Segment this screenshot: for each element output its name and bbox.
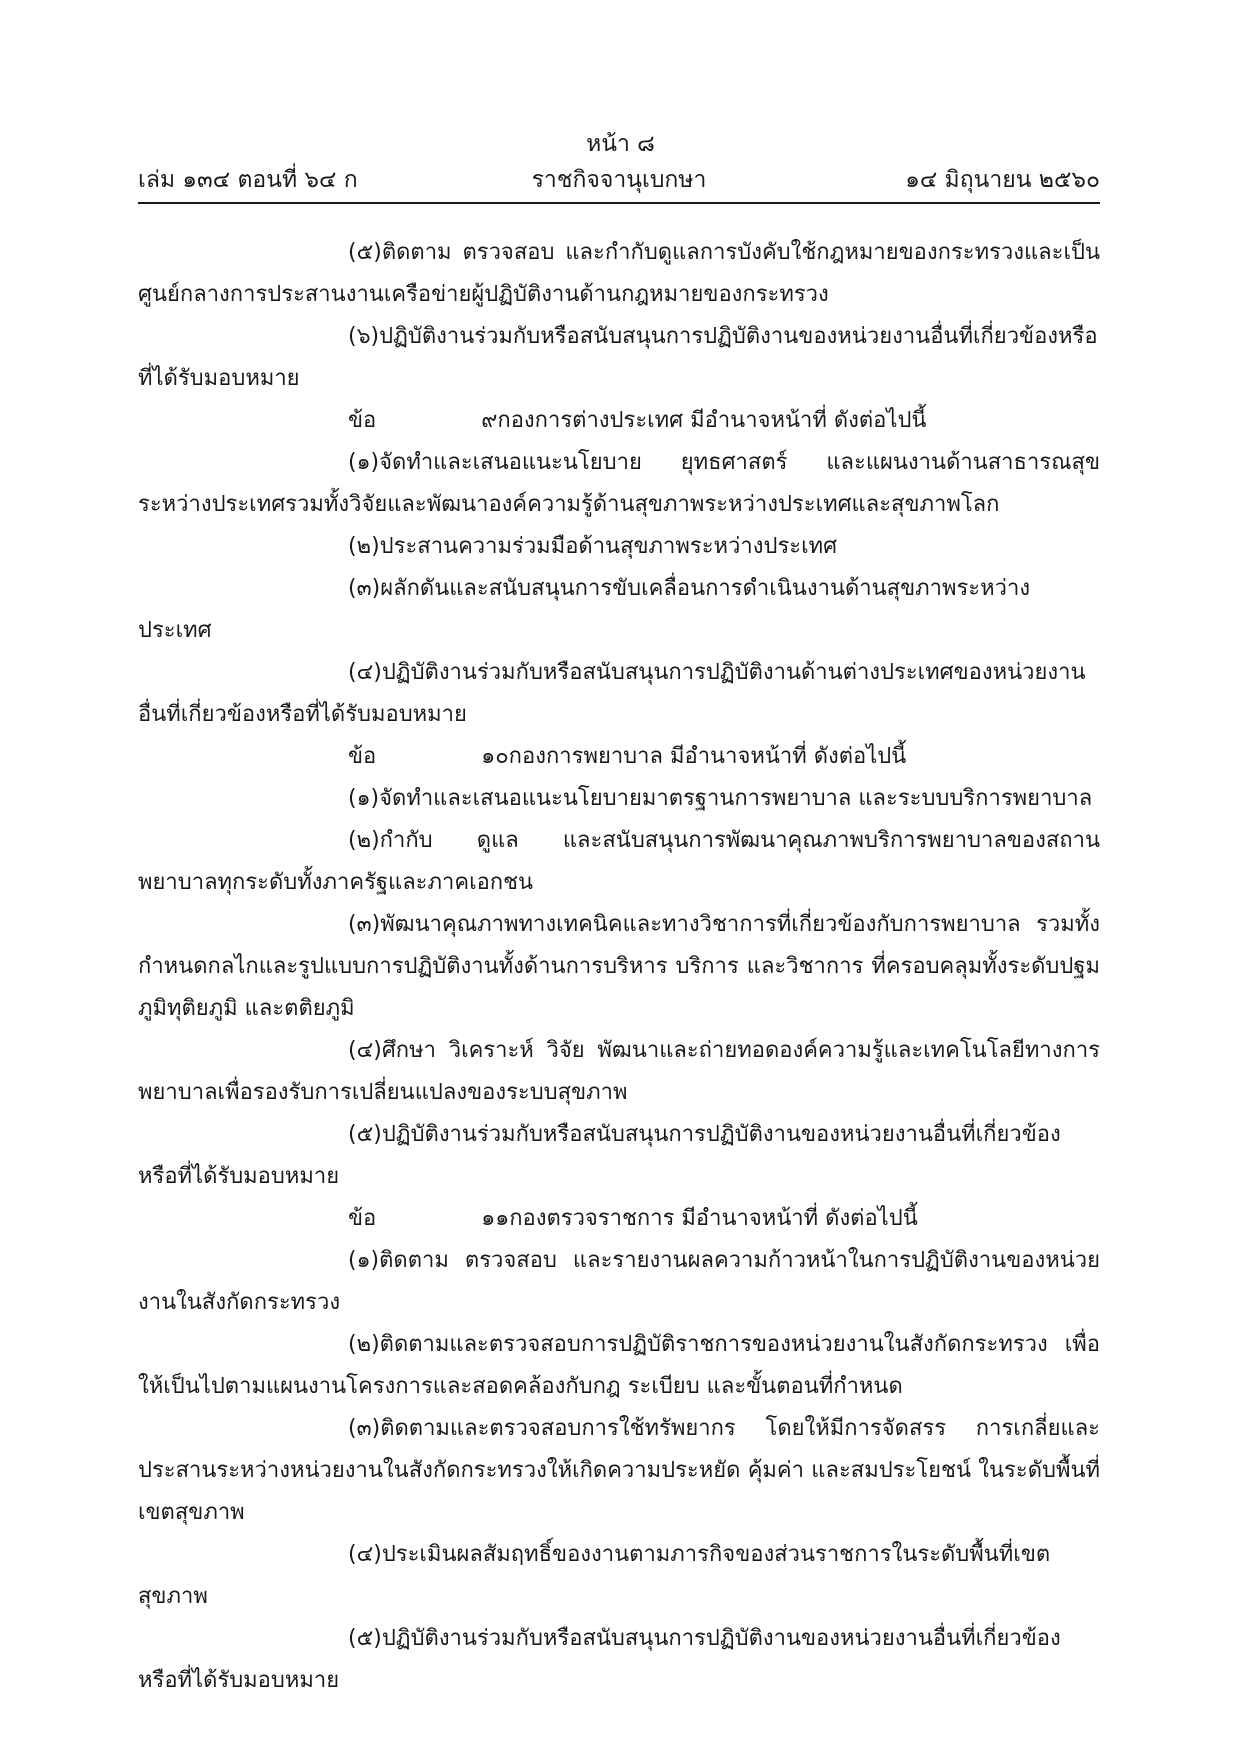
paragraph-item (138, 1534, 1100, 1618)
paragraph-item (138, 232, 1100, 316)
paragraph-item (138, 904, 1100, 1030)
item-number: (๕) (348, 1626, 382, 1651)
paragraph-item (138, 820, 1100, 904)
item-number: (๔) (348, 1038, 382, 1063)
clause-number: ๑๐ (481, 744, 509, 769)
clause-number: ๑๑ (481, 1206, 510, 1231)
item-number: (๒) (348, 828, 380, 853)
item-text: ติดตาม ตรวจสอบ และกำกับดูแลการบังคับใช้กฎหมายของกระทรวงและเป็นศูนย์กลางการประสานงานเครือข่ายผู้ปฏิบัติงานด้านกฎหมายของกระทรวง (138, 240, 1100, 307)
item-text: ติดตาม ตรวจสอบ และรายงานผลความก้าวหน้าในการปฏิบัติงานของหน่วยงานในสังกัดกระทรวง (138, 1248, 1100, 1315)
clause-text: กองการต่างประเทศ มีอำนาจหน้าที่ ดังต่อไปนี้ (497, 408, 927, 433)
item-text: ติดตามและตรวจสอบการปฏิบัติราชการของหน่วยงานในสังกัดกระทรวง เพื่อให้เป็นไปตามแผนงานโครงการและสอดคล้องกับกฎ ระเบียบ และขั้นตอนที่กำหนด (138, 1332, 1100, 1399)
clause-number: ๙ (481, 408, 498, 433)
item-text: จัดทำและเสนอแนะนโยบาย ยุทธศาสตร์ และแผนงานด้านสาธารณสุขระหว่างประเทศรวมทั้งวิจัยและพัฒนาองค์ความรู้ด้านสุขภาพระหว่างประเทศและสุขภาพโลก (138, 450, 1100, 517)
clause-text: กองตรวจราชการ มีอำนาจหน้าที่ ดังต่อไปนี้ (509, 1206, 918, 1231)
paragraph-item (138, 778, 1100, 820)
paragraph-item (138, 316, 1100, 400)
item-number: (๒) (348, 534, 380, 559)
item-number: (๕) (348, 1122, 382, 1147)
paragraph-item (138, 1618, 1100, 1702)
clause-heading (138, 400, 1100, 442)
item-number: (๖) (348, 324, 380, 349)
item-text: พัฒนาคุณภาพทางเทคนิคและทางวิชาการที่เกี่ยวข้องกับการพยาบาล รวมทั้งกำหนดกลไกและรูปแบบการปฏิบัติงานทั้งด้านการบริหาร บริการ และวิชาการ ที่ครอบคลุมทั้งระดับปฐมภูมิทุติยภูมิ และตติยภูมิ (138, 912, 1100, 1021)
clause-heading (138, 736, 1100, 778)
header-date: ๑๔ มิถุนายน ๒๕๖๐ (905, 167, 1100, 193)
paragraph-item (138, 1114, 1100, 1198)
item-text: จัดทำและเสนอแนะนโยบายมาตรฐานการพยาบาล และระบบบริการพยาบาล (379, 786, 1093, 811)
item-text: กำกับ ดูแล และสนับสนุนการพัฒนาคุณภาพบริการพยาบาลของสถานพยาบาลทุกระดับทั้งภาครัฐและภาคเอกชน (138, 828, 1100, 895)
clause-heading (138, 1198, 1100, 1240)
clause-label: ข้อ (348, 1206, 377, 1231)
item-number: (๑) (348, 786, 380, 811)
item-number: (๒) (348, 1332, 380, 1357)
header-volume-issue: เล่ม ๑๓๔ ตอนที่ ๖๔ ก (138, 167, 358, 193)
item-text: ผลักดันและสนับสนุนการขับเคลื่อนการดำเนินงานด้านสุขภาพระหว่างประเทศ (138, 576, 1031, 643)
item-text: ศึกษา วิเคราะห์ วิจัย พัฒนาและถ่ายทอดองค์ความรู้และเทคโนโลยีทางการพยาบาลเพื่อรองรับการเปลี่ยนแปลงของระบบสุขภาพ (138, 1038, 1100, 1105)
item-number: (๓) (348, 1416, 381, 1441)
document-body (138, 232, 1100, 1702)
item-number: (๓) (348, 576, 381, 601)
item-number: (๔) (348, 660, 382, 685)
item-text: ปฏิบัติงานร่วมกับหรือสนับสนุนการปฏิบัติงานด้านต่างประเทศของหน่วยงานอื่นที่เกี่ยวข้องหรือที่ได้รับมอบหมาย (138, 660, 1086, 727)
paragraph-item (138, 568, 1100, 652)
paragraph-item (138, 526, 1100, 568)
header-publication-title: ราชกิจจานุเบกษา (531, 167, 707, 193)
paragraph-item (138, 1240, 1100, 1324)
clause-label: ข้อ (348, 408, 377, 433)
item-number: (๓) (348, 912, 381, 937)
paragraph-item (138, 652, 1100, 736)
item-text: ติดตามและตรวจสอบการใช้ทรัพยากร โดยให้มีการจัดสรร การเกลี่ยและประสานระหว่างหน่วยงานในสังกัดกระทรวงให้เกิดความประหยัด คุ้มค่า และสมประโยชน์ ในระดับพื้นที่เขตสุขภาพ (138, 1416, 1100, 1525)
item-text: ปฏิบัติงานร่วมกับหรือสนับสนุนการปฏิบัติงานของหน่วยงานอื่นที่เกี่ยวข้องหรือที่ได้รับมอบหมาย (138, 1626, 1061, 1693)
paragraph-item (138, 442, 1100, 526)
paragraph-item (138, 1408, 1100, 1534)
item-number: (๕) (348, 240, 382, 265)
clause-text: กองการพยาบาล มีอำนาจหน้าที่ ดังต่อไปนี้ (508, 744, 907, 769)
header-divider (138, 202, 1100, 204)
item-text: ประสานความร่วมมือด้านสุขภาพระหว่างประเทศ (379, 534, 838, 559)
page-number: หน้า ๘ (586, 131, 655, 157)
item-text: ประเมินผลสัมฤทธิ์ของงานตามภารกิจของส่วนราชการในระดับพื้นที่เขตสุขภาพ (138, 1542, 1051, 1609)
item-text: ปฏิบัติงานร่วมกับหรือสนับสนุนการปฏิบัติงานของหน่วยงานอื่นที่เกี่ยวข้องหรือที่ได้รับมอบหมาย (138, 1122, 1061, 1189)
clause-label: ข้อ (348, 744, 377, 769)
item-number: (๔) (348, 1542, 382, 1567)
paragraph-item (138, 1324, 1100, 1408)
paragraph-item (138, 1030, 1100, 1114)
item-number: (๑) (348, 1248, 380, 1273)
running-header (138, 163, 1100, 197)
item-text: ปฏิบัติงานร่วมกับหรือสนับสนุนการปฏิบัติงานของหน่วยงานอื่นที่เกี่ยวข้องหรือที่ได้รับมอบหมาย (138, 324, 1098, 391)
item-number: (๑) (348, 450, 380, 475)
